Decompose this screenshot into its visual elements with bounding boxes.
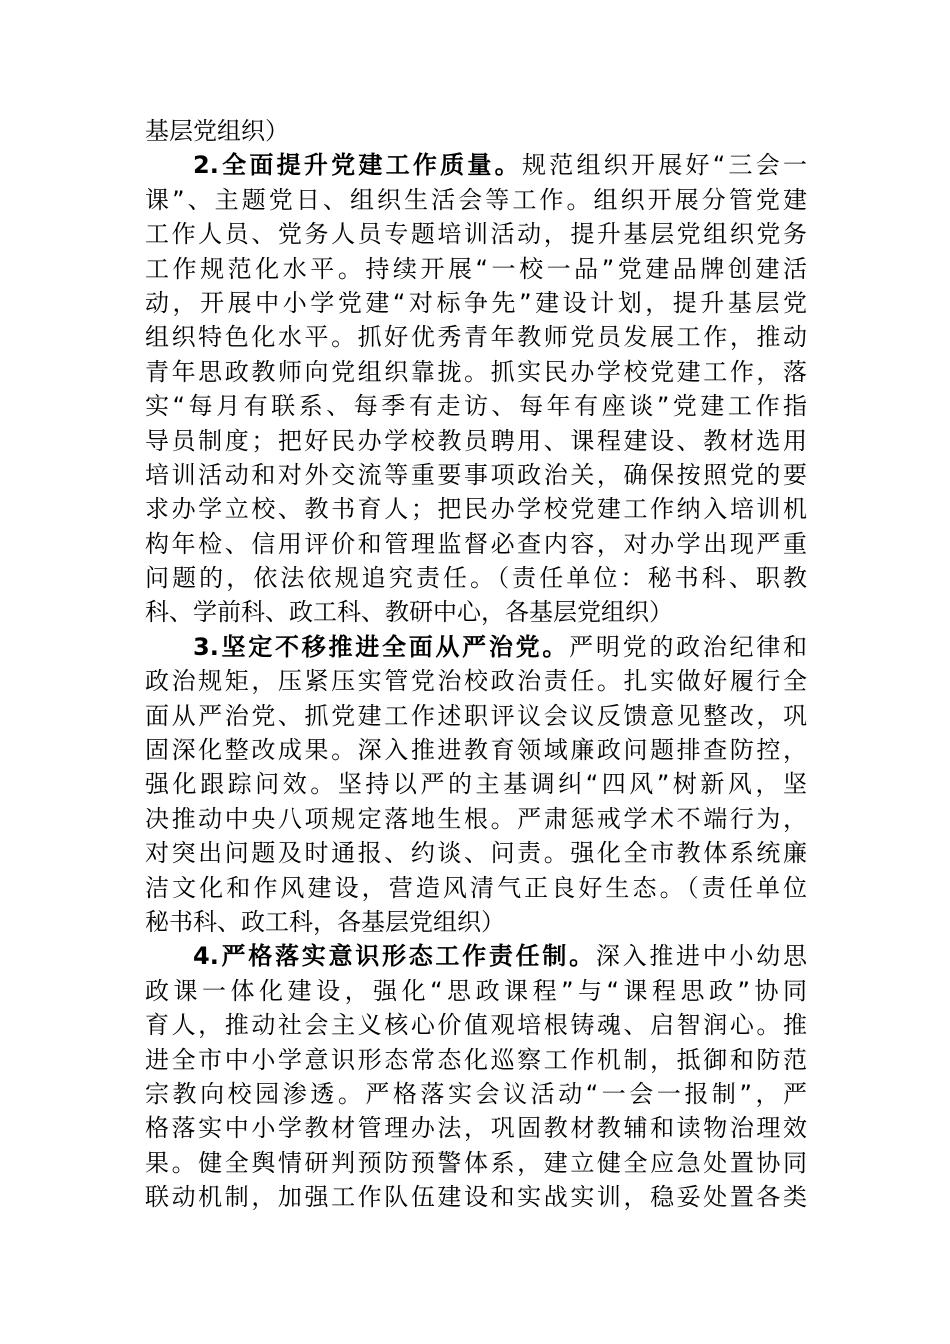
line-text: 对突出问题及时通报、约谈、问责。强化全市教体系统廉 (145, 839, 807, 868)
text-line (145, 355, 807, 389)
line-text: 政治规矩，压紧压实管党治校政治责任。扎实做好履行全 (145, 667, 807, 696)
text-line (145, 1043, 807, 1077)
line-text: 科、学前科、政工科、教研中心，各基层党组织） (145, 598, 673, 627)
text-line (145, 561, 807, 595)
paragraph-heading-line (145, 148, 807, 182)
paragraph-heading-line (145, 630, 807, 664)
text-line (145, 1111, 807, 1145)
line-text: 强化跟踪问效。坚持以严的主基调纠“四风”树新风，坚 (145, 770, 807, 799)
line-text: 育人，推动社会主义核心价值观培根铸魂、启智润心。推 (145, 1011, 807, 1040)
text-line (145, 595, 807, 629)
text-line (145, 286, 807, 320)
line-text: 面从严治党、抓党建工作述职评议会议反馈意见整改，巩 (145, 701, 807, 730)
text-line (145, 974, 807, 1008)
line-text: 课”、主题党日、组织生活会等工作。组织开展分管党建 (145, 185, 807, 214)
text-line (145, 802, 807, 836)
text-line (145, 871, 807, 905)
section-heading: 4.严格落实意识形态工作责任制。 (193, 942, 596, 971)
line-text: 组织特色化水平。抓好优秀青年教师党员发展工作，推动 (145, 323, 807, 352)
text-line (145, 1180, 807, 1214)
line-text: 工作规范化水平。持续开展“一校一品”党建品牌创建活 (145, 254, 807, 283)
text-line (145, 252, 807, 286)
paragraph-heading-line (145, 939, 807, 973)
text-line (145, 424, 807, 458)
text-line (145, 767, 807, 801)
text-line (145, 389, 807, 423)
line-text: 培训活动和对外交流等重要事项政治关，确保按照党的要 (145, 460, 807, 489)
line-text: 导员制度；把好民办学校教员聘用、课程建设、教材选用 (145, 426, 807, 455)
line-text: 规范组织开展好“三会一 (521, 151, 807, 180)
text-line (145, 664, 807, 698)
line-text: 政课一体化建设，强化“思政课程”与“课程思政”协同 (145, 976, 807, 1005)
line-text: 实“每月有联系、每季有走访、每年有座谈”党建工作指 (145, 392, 807, 421)
line-text: 宗教向校园渗透。严格落实会议活动“一会一报制”，严 (145, 1079, 807, 1108)
text-line (145, 1077, 807, 1111)
section-heading: 3.坚定不移推进全面从严治党。 (193, 632, 570, 661)
document-body (145, 114, 807, 1215)
line-text: 洁文化和作风建设，营造风清气正良好生态。（责任单位 (145, 873, 807, 902)
text-line (145, 1008, 807, 1042)
line-text: 格落实中小学教材管理办法，巩固教材教辅和读物治理效 (145, 1114, 807, 1143)
text-line (145, 183, 807, 217)
text-line (145, 527, 807, 561)
line-text: 深入推进中小幼思 (595, 942, 807, 971)
line-text: 求办学立校、教书育人；把民办学校党建工作纳入培训机 (145, 495, 807, 524)
line-text: 问题的，依法依规追究责任。（责任单位：秘书科、职教 (145, 564, 807, 593)
text-line (145, 733, 807, 767)
text-line (145, 217, 807, 251)
text-line (145, 699, 807, 733)
text-line (145, 492, 807, 526)
line-text: 工作人员、党务人员专题培训活动，提升基层党组织党务 (145, 220, 807, 249)
line-text: 基层党组织） (145, 117, 289, 145)
section-heading: 2.全面提升党建工作质量。 (193, 151, 522, 180)
text-line (145, 114, 807, 148)
line-text: 决推动中央八项规定落地生根。严肃惩戒学术不端行为， (145, 804, 807, 833)
text-line (145, 836, 807, 870)
line-text: 青年思政教师向党组织靠拢。抓实民办学校党建工作，落 (145, 357, 807, 386)
line-text: 进全市中小学意识形态常态化巡察工作机制，抵御和防范 (145, 1045, 807, 1074)
line-text: 固深化整改成果。深入推进教育领域廉政问题排查防控， (145, 736, 807, 765)
text-line (145, 905, 807, 939)
line-text: 果。健全舆情研判预防预警体系，建立健全应急处置协同 (145, 1148, 807, 1177)
line-text: 秘书科、政工科，各基层党组织） (145, 907, 505, 936)
line-text: 构年检、信用评价和管理监督必查内容，对办学出现严重 (145, 529, 807, 558)
text-line (145, 320, 807, 354)
line-text: 动，开展中小学党建“对标争先”建设计划，提升基层党 (145, 288, 807, 317)
line-text: 联动机制，加强工作队伍建设和实战实训，稳妥处置各类 (145, 1183, 807, 1212)
text-line (145, 1146, 807, 1180)
text-line (145, 458, 807, 492)
line-text: 严明党的政治纪律和 (569, 632, 807, 661)
